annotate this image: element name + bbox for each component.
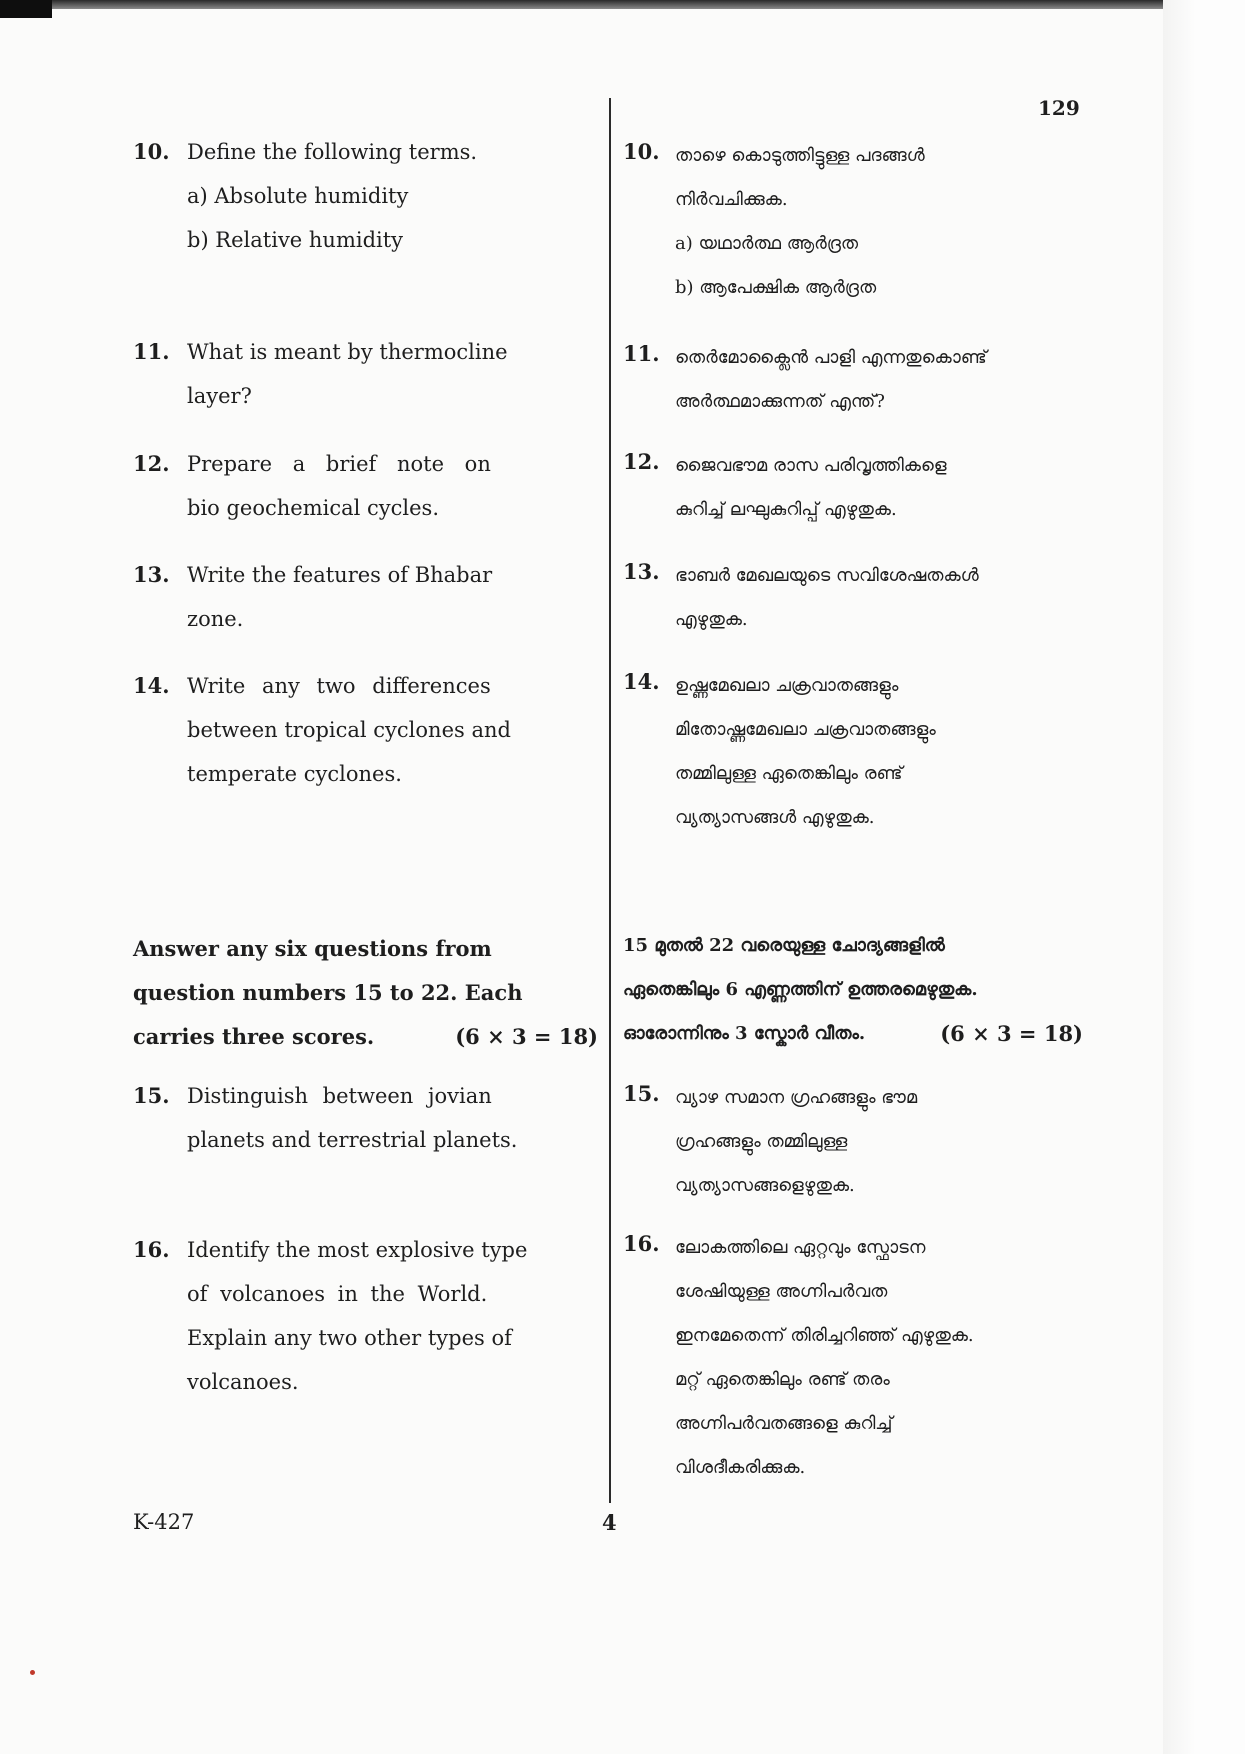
section-instruction-ml [623, 924, 1083, 1056]
question-text-line: What is meant by thermocline [187, 340, 508, 364]
question-text-line: ഇനമേതെന്ന് തിരിച്ചറിഞ്ഞ് എഴുതുക. [675, 1325, 974, 1346]
question-text-line: temperate cyclones. [187, 762, 402, 786]
section-instruction-en [133, 927, 598, 1059]
section-score: (6 × 3 = 18) [455, 1024, 598, 1049]
question-text-line: അർത്ഥമാക്കുന്നത് എന്ത്? [675, 391, 885, 412]
scan-corner-shadow [0, 0, 52, 18]
question-text-line: ലോകത്തിലെ ഏറ്റവും സ്ഫോടന [675, 1237, 926, 1258]
question-number: 16. [133, 1237, 170, 1262]
question-number: 14. [623, 669, 660, 694]
instruction-line: question numbers 15 to 22. Each [133, 980, 523, 1005]
question-text-line: മറ്റ് ഏതെങ്കിലും രണ്ട് തരം [675, 1369, 890, 1390]
column-divider [609, 98, 611, 1503]
question-text-line: ഉഷ്ണമേഖലാ ചക്രവാതങ്ങളും [675, 675, 899, 696]
question-number: 13. [623, 559, 660, 584]
scan-top-edge [0, 0, 1245, 9]
question-text-line: ഭാബർ മേഖലയുടെ സവിശേഷതകൾ [675, 565, 979, 586]
question-text-line: മിതോഷ്ണമേഖലാ ചക്രവാതങ്ങളും [675, 719, 936, 740]
option-b: b) Relative humidity [187, 228, 404, 252]
instruction-line: carries three scores. [133, 1024, 375, 1049]
question-text-line: എഴുതുക. [675, 609, 748, 630]
question-text-line: planets and terrestrial planets. [187, 1128, 518, 1152]
question-text-line: വ്യത്യാസങ്ങളെഴുതുക. [675, 1175, 855, 1196]
question-number: 11. [623, 341, 660, 366]
question-text-line: between tropical cyclones and [187, 718, 511, 742]
question-number: 15. [623, 1081, 660, 1106]
question-text-line: തമ്മിലുള്ള ഏതെങ്കിലും രണ്ട് [675, 763, 903, 784]
question-text-line: താഴെ കൊടുത്തിട്ടുള്ള പദങ്ങൾ [675, 145, 925, 166]
scan-right-margin [1163, 0, 1245, 1754]
question-text-line: Prepare a brief note on [187, 452, 491, 476]
question-text-line: of volcanoes in the World. [187, 1282, 488, 1306]
question-text-line: Identify the most explosive type [187, 1238, 528, 1262]
question-text-line: വ്യാഴ സമാന ഗ്രഹങ്ങളും ഭൗമ [675, 1087, 918, 1108]
question-text-line: കുറിച്ച് ലഘുകുറിപ്പ് എഴുതുക. [675, 499, 897, 520]
question-text-line: layer? [187, 384, 252, 408]
question-text-line: വിശദീകരിക്കുക. [675, 1457, 806, 1478]
question-text-line: നിർവചിക്കുക. [675, 189, 788, 210]
question-text-line: volcanoes. [187, 1370, 299, 1394]
question-number: 11. [133, 339, 170, 364]
paper-code: K-427 [133, 1510, 195, 1534]
question-text-line: ഗ്രഹങ്ങളും തമ്മിലുള്ള [675, 1131, 848, 1152]
question-number: 13. [133, 562, 170, 587]
option-a: a) യഥാർത്ഥ ആർദ്രത [675, 233, 859, 254]
instruction-line: Answer any six questions from [133, 936, 492, 961]
question-text: Define the following terms. [187, 140, 478, 164]
page-number: 129 [1038, 96, 1080, 120]
question-text-line: ശേഷിയുള്ള അഗ്നിപർവത [675, 1281, 888, 1302]
option-a: a) Absolute humidity [187, 184, 409, 208]
question-text-line: Distinguish between jovian [187, 1084, 492, 1108]
instruction-line: 15 മുതൽ 22 വരെയുള്ള ചോദ്യങ്ങളിൽ [623, 935, 945, 956]
question-text-line: തെർമോക്ലൈൻ പാളി എന്നതുകൊണ്ട് [675, 347, 987, 368]
option-b: b) ആപേക്ഷിക ആർദ്രത [675, 277, 877, 298]
section-score: (6 × 3 = 18) [940, 1021, 1083, 1046]
question-number: 16. [623, 1231, 660, 1256]
question-number: 10. [133, 139, 170, 164]
instruction-line: ഓരോന്നിനും 3 സ്കോർ വീതം. [623, 1023, 866, 1044]
question-text-line: ജൈവഭൗമ രാസ പരിവൃത്തികളെ [675, 455, 947, 476]
question-text-line: Write the features of Bhabar [187, 563, 493, 587]
instruction-line: ഏതെങ്കിലും 6 എണ്ണത്തിന് ഉത്തരമെഴുതുക. [623, 979, 978, 1000]
question-number: 15. [133, 1083, 170, 1108]
question-text-line: zone. [187, 607, 244, 631]
question-text-line: വ്യത്യാസങ്ങൾ എഴുതുക. [675, 807, 875, 828]
question-number: 12. [623, 449, 660, 474]
question-number: 14. [133, 673, 170, 698]
sheet-number: 4 [602, 1510, 617, 1535]
scan-mark [30, 1670, 35, 1675]
question-number: 12. [133, 451, 170, 476]
question-number: 10. [623, 139, 660, 164]
question-text-line: Explain any two other types of [187, 1326, 512, 1350]
question-text-line: അഗ്നിപർവതങ്ങളെ കുറിച്ച് [675, 1413, 893, 1434]
question-text-line: Write any two differences [187, 674, 491, 698]
question-text-line: bio geochemical cycles. [187, 496, 439, 520]
